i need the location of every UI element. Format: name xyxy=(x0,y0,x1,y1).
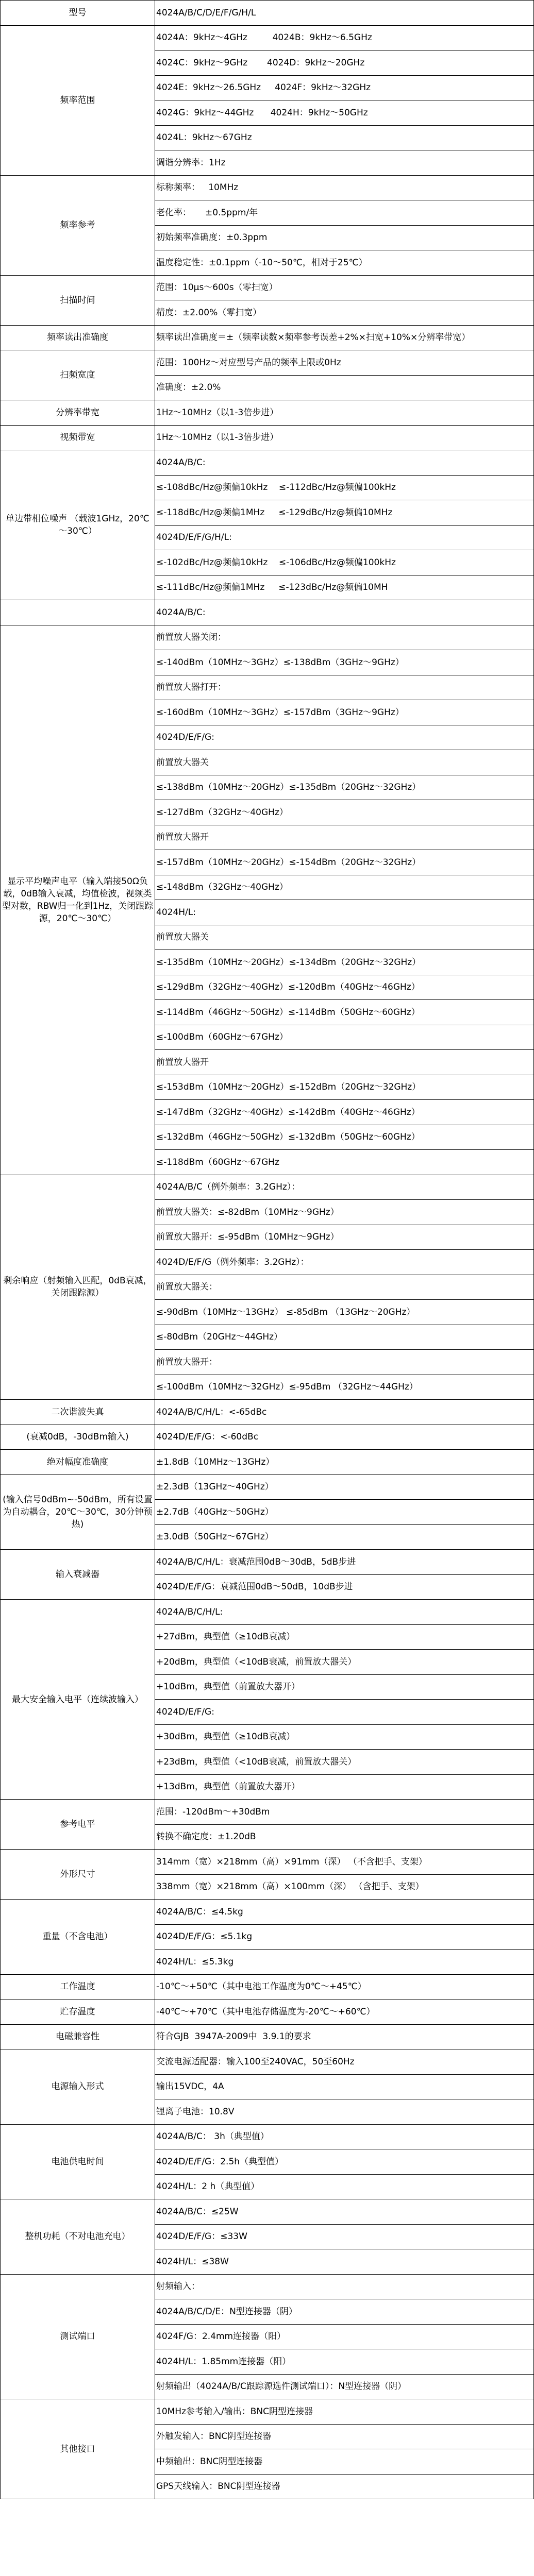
spec-label: 测试端口 xyxy=(1,2274,155,2399)
spec-value: 4024A/B/C/D/E/F/G/H/L xyxy=(155,1,534,26)
spec-row xyxy=(1,2049,534,2075)
spec-value: ≤-138dBm（10MHz～20GHz）≤-135dBm（20GHz～32GHz） xyxy=(155,775,534,800)
spec-value: 4024A/B/C：≤4.5kg xyxy=(155,1900,534,1925)
spec-row xyxy=(1,175,534,200)
spec-value: 前置放大器关：≤-82dBm（10MHz～9GHz） xyxy=(155,1200,534,1225)
spec-row xyxy=(1,450,534,476)
spec-row xyxy=(1,1800,534,1825)
spec-label: 剩余响应（射频输入匹配，0dB衰减，关闭跟踪源） xyxy=(1,1175,155,1400)
spec-value: ≤-108dBc/Hz@频偏10kHz ≤-112dBc/Hz@频偏100kHz xyxy=(155,475,534,500)
spec-value: 前置放大器开 xyxy=(155,825,534,850)
spec-label: 其他接口 xyxy=(1,2399,155,2499)
spec-value: 4024D/E/F/G：衰减范围0dB～50dB，10dB步进 xyxy=(155,1574,534,1600)
spec-label: 工作温度 xyxy=(1,1974,155,1999)
spec-label: 电池供电时间 xyxy=(1,2124,155,2199)
spec-row xyxy=(1,2199,534,2225)
spec-label: 整机功耗（不对电池充电） xyxy=(1,2199,155,2275)
spec-value: 4024A/B/C/D/E：N型连接器（阴） xyxy=(155,2299,534,2325)
spec-value: 4024A：9kHz～4GHz 4024B：9kHz～6.5GHz xyxy=(155,25,534,50)
spec-value: 温度稳定性：±0.1ppm（-10～50℃，相对于25℃） xyxy=(155,250,534,276)
spec-row xyxy=(1,600,534,625)
spec-label: 单边带相位噪声 （载波1GHz，20℃～30℃） xyxy=(1,450,155,600)
spec-label xyxy=(1,600,155,625)
spec-label: 最大安全输入电平（连续波输入） xyxy=(1,1600,155,1800)
spec-row xyxy=(1,325,534,350)
spec-label: 参考电平 xyxy=(1,1800,155,1850)
spec-label: 重量（不含电池） xyxy=(1,1900,155,1975)
spec-value: 4024E：9kHz～26.5GHz 4024F：9kHz～32GHz xyxy=(155,75,534,100)
spec-value: 前置放大器开： xyxy=(155,1350,534,1375)
spec-label: 频率参考 xyxy=(1,175,155,275)
spec-value: 外触发输入：BNC阴型连接器 xyxy=(155,2424,534,2449)
spec-value: 范围：10μs～600s（零扫宽） xyxy=(155,275,534,300)
spec-value: 4024A/B/C: xyxy=(155,450,534,476)
spec-label: 输入衰减器 xyxy=(1,1550,155,1600)
spec-label: 频率范围 xyxy=(1,25,155,175)
spec-row xyxy=(1,400,534,426)
spec-label: 电磁兼容性 xyxy=(1,2024,155,2049)
spec-row xyxy=(1,425,534,450)
spec-label: 分辨率带宽 xyxy=(1,400,155,426)
spec-label: 外形尺寸 xyxy=(1,1850,155,1900)
spec-value: +10dBm，典型值（前置放大器开） xyxy=(155,1674,534,1700)
spec-value: 4024H/L：1.85mm连接器（阳） xyxy=(155,2349,534,2375)
spec-value: ≤-118dBm（60GHz～67GHz xyxy=(155,1150,534,1175)
spec-value: 范围：-120dBm～+30dBm xyxy=(155,1800,534,1825)
spec-value: ≤-111dBc/Hz@频偏1MHz ≤-123dBc/Hz@频偏10MH xyxy=(155,575,534,600)
spec-row xyxy=(1,1450,534,1475)
spec-value: 前置放大器关： xyxy=(155,1275,534,1300)
spec-value: 4024A/B/C（例外频率：3.2GHz）： xyxy=(155,1175,534,1200)
spec-row xyxy=(1,1900,534,1925)
spec-row xyxy=(1,1175,534,1200)
spec-row xyxy=(1,1999,534,2025)
spec-label: 扫频宽度 xyxy=(1,350,155,400)
spec-value: 4024A/B/C/H/L：<-65dBc xyxy=(155,1400,534,1425)
spec-value: ≤-160dBm（10MHz～3GHz）≤-157dBm（3GHz～9GHz） xyxy=(155,700,534,725)
spec-value: 转换不确定度：±1.20dB xyxy=(155,1824,534,1850)
spec-value: ±2.3dB（13GHz～40GHz） xyxy=(155,1475,534,1500)
spec-value: ±2.7dB（40GHz～50GHz） xyxy=(155,1500,534,1525)
spec-label: 绝对幅度准确度 xyxy=(1,1450,155,1475)
spec-value: 10MHz参考输入/输出：BNC阴型连接器 xyxy=(155,2399,534,2425)
spec-label: 显示平均噪声电平（输入端接50Ω负载，0dB输入衰减，均值检波，视频类型对数，RBW归一化到1Hz，关闭跟踪源，20℃～30℃） xyxy=(1,625,155,1175)
spec-value: 4024D/E/F/G/H/L: xyxy=(155,525,534,550)
spec-row xyxy=(1,625,534,650)
spec-label: (衰减0dB，-30dBm输入) xyxy=(1,1425,155,1450)
spec-label: 视频带宽 xyxy=(1,425,155,450)
spec-row xyxy=(1,1974,534,1999)
spec-value: 前置放大器打开： xyxy=(155,675,534,700)
spec-value: -10℃～+50℃（其中电池工作温度为0℃～+45℃） xyxy=(155,1974,534,1999)
spec-label: 频率读出准确度 xyxy=(1,325,155,350)
spec-value: 中频输出：BNC阴型连接器 xyxy=(155,2449,534,2475)
spec-value: ≤-114dBm（46GHz～50GHz）≤-114dBm（50GHz～60GHz） xyxy=(155,1000,534,1025)
spec-value: 4024D/E/F/G：≤33W xyxy=(155,2224,534,2249)
spec-value: 4024G：9kHz～44GHz 4024H：9kHz～50GHz xyxy=(155,100,534,126)
spec-value: 标称频率： 10MHz xyxy=(155,175,534,200)
spec-row xyxy=(1,350,534,376)
spec-row xyxy=(1,1600,534,1625)
spec-row xyxy=(1,2399,534,2425)
spec-value: 符合GJB 3947A-2009中 3.9.1的要求 xyxy=(155,2024,534,2049)
spec-value: 4024H/L：≤5.3kg xyxy=(155,1950,534,1975)
spec-value: ≤-147dBm（32GHz～40GHz）≤-142dBm（40GHz～46GHz） xyxy=(155,1100,534,1125)
spec-value: GPS天线输入：BNC阴型连接器 xyxy=(155,2474,534,2499)
spec-value: ≤-100dBm（10MHz～32GHz）≤-95dBm （32GHz～44GHz） xyxy=(155,1375,534,1400)
spec-value: 314mm（宽）×218mm（高）×91mm（深） （不含把手、支架） xyxy=(155,1850,534,1875)
spec-value: ≤-140dBm（10MHz～3GHz）≤-138dBm（3GHz～9GHz） xyxy=(155,650,534,675)
spec-value: 4024D/E/F/G（例外频率：3.2GHz）： xyxy=(155,1250,534,1275)
spec-label: 贮存温度 xyxy=(1,1999,155,2025)
spec-value: ≤-80dBm（20GHz～44GHz） xyxy=(155,1325,534,1350)
spec-value: 精度：±2.00%（零扫宽） xyxy=(155,300,534,326)
spec-row xyxy=(1,275,534,300)
spec-row xyxy=(1,1475,534,1500)
spec-row xyxy=(1,1550,534,1575)
spec-value: 4024D/E/F/G: xyxy=(155,725,534,750)
spec-value: 4024C：9kHz～9GHz 4024D：9kHz～20GHz xyxy=(155,50,534,76)
spec-value: ≤-157dBm（10MHz～20GHz）≤-154dBm（20GHz～32GHz） xyxy=(155,850,534,875)
spec-value: 1Hz～10MHz（以1-3倍步进） xyxy=(155,400,534,426)
spec-value: ≤-135dBm（10MHz～20GHz）≤-134dBm（20GHz～32GHz） xyxy=(155,950,534,975)
spec-table-body xyxy=(1,1,534,2499)
spec-row xyxy=(1,1400,534,1425)
spec-value: 4024H/L: xyxy=(155,900,534,925)
spec-value: ≤-153dBm（10MHz～20GHz）≤-152dBm（20GHz～32GHz） xyxy=(155,1075,534,1100)
spec-value: 前置放大器关 xyxy=(155,925,534,950)
spec-value: 前置放大器关 xyxy=(155,750,534,775)
spec-value: +20dBm，典型值（<10dB衰减，前置放大器关） xyxy=(155,1650,534,1675)
spec-label: 二次谐波失真 xyxy=(1,1400,155,1425)
spec-row xyxy=(1,2274,534,2299)
spec-label: (输入信号0dBm~-50dBm，所有设置为自动耦合，20℃～30℃，30分钟预热) xyxy=(1,1475,155,1550)
spec-value: 交流电源适配器：输入100至240VAC，50至60Hz xyxy=(155,2049,534,2075)
spec-value: ≤-102dBc/Hz@频偏10kHz ≤-106dBc/Hz@频偏100kHz xyxy=(155,550,534,575)
spec-value: 前置放大器开：≤-95dBm（10MHz～9GHz） xyxy=(155,1225,534,1250)
spec-value: 范围：100Hz～对应型号产品的频率上限或0Hz xyxy=(155,350,534,376)
spec-value: 前置放大器关闭： xyxy=(155,625,534,650)
spec-value: 4024H/L：2 h（典型值） xyxy=(155,2174,534,2199)
spec-value: 338mm（宽）×218mm（高）×100mm（深） （含把手、支架） xyxy=(155,1874,534,1900)
spec-value: ≤-127dBm（32GHz～40GHz） xyxy=(155,800,534,825)
spec-value: 调谐分辨率：1Hz xyxy=(155,150,534,176)
spec-value: ≤-129dBm（32GHz～40GHz）≤-120dBm（40GHz～46GHz） xyxy=(155,975,534,1000)
spec-value: ≤-90dBm（10MHz～13GHz） ≤-85dBm （13GHz～20GHz） xyxy=(155,1300,534,1325)
spec-value: ≤-148dBm（32GHz～40GHz） xyxy=(155,875,534,900)
spec-value: +13dBm，典型值（前置放大器开） xyxy=(155,1774,534,1800)
spec-value: 锂离子电池：10.8V xyxy=(155,2099,534,2125)
spec-value: 4024A/B/C/H/L: xyxy=(155,1600,534,1625)
spec-value: 4024A/B/C/H/L：衰减范围0dB～30dB，5dB步进 xyxy=(155,1550,534,1575)
spec-value: 4024D/E/F/G: xyxy=(155,1700,534,1725)
spec-row xyxy=(1,1850,534,1875)
spec-label: 扫描时间 xyxy=(1,275,155,325)
spec-value: 输出15VDC，4A xyxy=(155,2074,534,2099)
spec-row xyxy=(1,2124,534,2149)
spec-value: 4024A/B/C： 3h（典型值） xyxy=(155,2124,534,2149)
spec-value: ≤-132dBm（46GHz～50GHz）≤-132dBm（50GHz～60GHz） xyxy=(155,1125,534,1150)
spec-value: ±1.8dB（10MHz～13GHz） xyxy=(155,1450,534,1475)
spec-value: 4024A/B/C: xyxy=(155,600,534,625)
spec-value: 4024L：9kHz～67GHz xyxy=(155,125,534,150)
spec-value: 频率读出准确度＝±（频率读数×频率参考误差+2%×扫宽+10%×分辨率带宽） xyxy=(155,325,534,350)
spec-value: 4024F/G：2.4mm连接器（阳） xyxy=(155,2324,534,2349)
spec-row xyxy=(1,1,534,26)
spec-value: +23dBm，典型值（<10dB衰减，前置放大器关） xyxy=(155,1750,534,1775)
spec-label: 电源输入形式 xyxy=(1,2049,155,2125)
spec-value: 前置放大器开 xyxy=(155,1050,534,1075)
spec-value: 4024D/E/F/G：<-60dBc xyxy=(155,1425,534,1450)
spec-value: 4024A/B/C：≤25W xyxy=(155,2199,534,2225)
spec-row xyxy=(1,2024,534,2049)
spec-value: ±3.0dB（50GHz～67GHz） xyxy=(155,1524,534,1550)
spec-value: 4024D/E/F/G：2.5h（典型值） xyxy=(155,2149,534,2175)
spec-row xyxy=(1,1425,534,1450)
spec-value: 射频输入： xyxy=(155,2274,534,2299)
spec-value: 初始频率准确度：±0.3ppm xyxy=(155,225,534,250)
spec-value: 准确度：±2.0% xyxy=(155,375,534,400)
spec-value: ≤-100dBm（60GHz～67GHz） xyxy=(155,1025,534,1050)
spec-value: 射频输出（4024A/B/C跟踪源选件测试端口）：N型连接器（阴） xyxy=(155,2374,534,2399)
spec-row xyxy=(1,25,534,50)
spec-value: -40℃～+70℃（其中电池存储温度为-20℃～+60℃） xyxy=(155,1999,534,2025)
spec-value: ≤-118dBc/Hz@频偏1MHz ≤-129dBc/Hz@频偏10MHz xyxy=(155,500,534,526)
spec-value: +30dBm，典型值（≥10dB衰减） xyxy=(155,1724,534,1750)
spec-value: 老化率： ±0.5ppm/年 xyxy=(155,200,534,226)
spec-value: 1Hz～10MHz（以1-3倍步进） xyxy=(155,425,534,450)
spec-label: 型号 xyxy=(1,1,155,26)
spec-value: 4024D/E/F/G：≤5.1kg xyxy=(155,1924,534,1950)
spec-value: 4024H/L：≤38W xyxy=(155,2249,534,2275)
spec-value: +27dBm，典型值（≥10dB衰减） xyxy=(155,1624,534,1650)
